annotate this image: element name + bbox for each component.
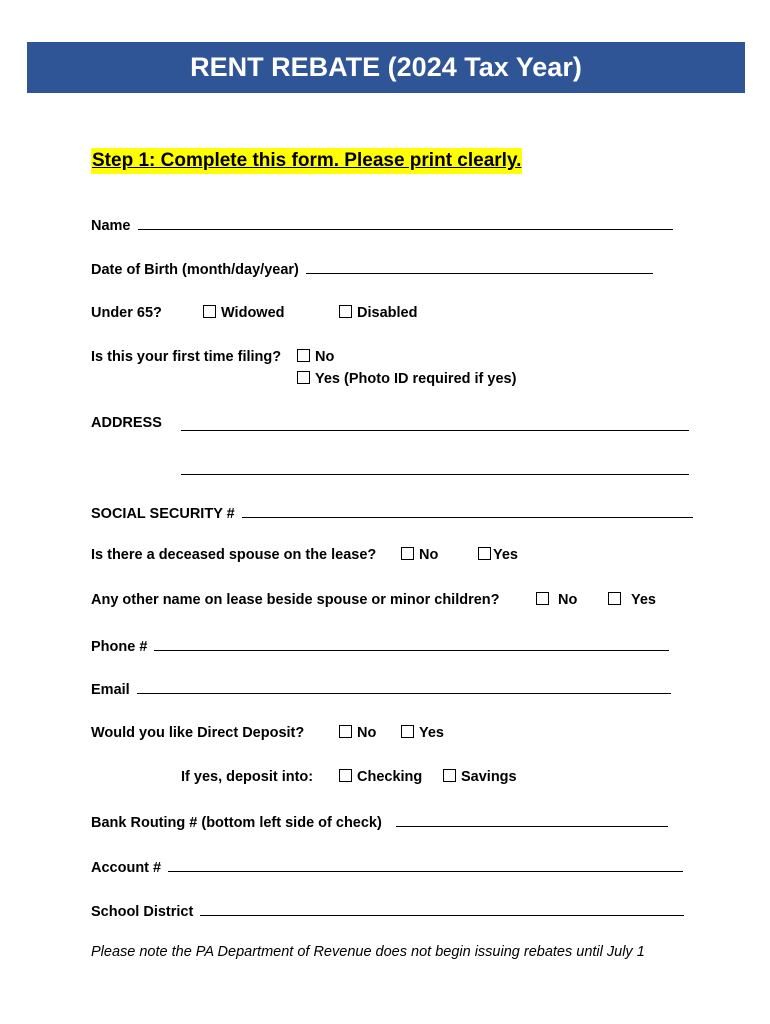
deposit-into-label: If yes, deposit into: xyxy=(181,769,314,785)
other-name-label: Any other name on lease beside spouse or minor children? xyxy=(91,592,500,608)
footer-note: Please note the PA Department of Revenue does not begin issuing rebates until July 1 xyxy=(91,944,645,960)
checking-label: Checking xyxy=(357,769,423,785)
account-row xyxy=(91,857,683,877)
direct-deposit-no-option[interactable] xyxy=(339,724,376,742)
other-name-no-checkbox[interactable] xyxy=(536,592,549,605)
first-time-yes-checkbox[interactable] xyxy=(297,371,310,384)
other-name-yes-checkbox[interactable] xyxy=(608,592,621,605)
phone-field[interactable] xyxy=(154,636,669,651)
address-label: ADDRESS xyxy=(91,415,162,431)
phone-row xyxy=(91,636,669,656)
direct-deposit-yes-option[interactable] xyxy=(401,724,444,742)
first-time-yes-label: Yes (Photo ID required if yes) xyxy=(315,371,517,387)
account-label: Account # xyxy=(91,860,162,876)
deceased-no-option[interactable] xyxy=(401,546,438,564)
ssn-field[interactable] xyxy=(242,503,693,518)
disabled-label: Disabled xyxy=(357,305,418,321)
widowed-option[interactable] xyxy=(203,304,285,322)
ssn-label: SOCIAL SECURITY # xyxy=(91,506,235,522)
step1-heading: Step 1: Complete this form. Please print clearly. xyxy=(91,148,522,174)
first-time-yes-option[interactable] xyxy=(297,370,516,388)
account-field[interactable] xyxy=(168,857,683,872)
email-row xyxy=(91,679,671,699)
form-title: RENT REBATE (2024 Tax Year) xyxy=(190,52,582,82)
checking-option[interactable] xyxy=(339,768,422,786)
savings-option[interactable] xyxy=(443,768,517,786)
direct-deposit-yes-label: Yes xyxy=(419,725,444,741)
direct-deposit-label: Would you like Direct Deposit? xyxy=(91,725,305,741)
disabled-checkbox[interactable] xyxy=(339,305,352,318)
savings-label: Savings xyxy=(461,769,517,785)
deceased-yes-label: Yes xyxy=(493,547,518,563)
deceased-label: Is there a deceased spouse on the lease? xyxy=(91,547,377,563)
name-row xyxy=(91,215,673,235)
school-row xyxy=(91,901,684,921)
school-label: School District xyxy=(91,904,194,920)
direct-deposit-no-label: No xyxy=(357,725,377,741)
routing-row xyxy=(91,812,668,832)
dob-field[interactable] xyxy=(306,259,653,274)
deceased-yes-checkbox[interactable] xyxy=(478,547,491,560)
routing-field[interactable] xyxy=(396,812,668,827)
savings-checkbox[interactable] xyxy=(443,769,456,782)
email-field[interactable] xyxy=(137,679,671,694)
widowed-label: Widowed xyxy=(221,305,285,321)
address-line-1[interactable] xyxy=(181,416,689,431)
dob-row xyxy=(91,259,653,279)
name-field[interactable] xyxy=(138,215,673,230)
deceased-yes-option[interactable] xyxy=(478,546,518,564)
direct-deposit-no-checkbox[interactable] xyxy=(339,725,352,738)
other-name-no-label: No xyxy=(558,592,578,608)
first-time-no-label: No xyxy=(315,349,335,365)
deceased-no-label: No xyxy=(419,547,439,563)
address-line-2[interactable] xyxy=(181,460,689,475)
email-label: Email xyxy=(91,682,130,698)
ssn-row xyxy=(91,503,693,523)
other-name-yes-option[interactable] xyxy=(608,591,656,609)
deceased-no-checkbox[interactable] xyxy=(401,547,414,560)
first-time-no-option[interactable] xyxy=(297,348,334,366)
phone-label: Phone # xyxy=(91,639,148,655)
first-time-label: Is this your first time filing? xyxy=(91,349,282,365)
form-title-banner xyxy=(27,42,745,93)
widowed-checkbox[interactable] xyxy=(203,305,216,318)
disabled-option[interactable] xyxy=(339,304,417,322)
dob-label: Date of Birth (month/day/year) xyxy=(91,262,299,278)
other-name-no-option[interactable] xyxy=(536,591,577,609)
checking-checkbox[interactable] xyxy=(339,769,352,782)
other-name-yes-label: Yes xyxy=(631,592,656,608)
school-field[interactable] xyxy=(200,901,684,916)
name-label: Name xyxy=(91,218,131,234)
routing-label: Bank Routing # (bottom left side of check) xyxy=(91,815,382,831)
under65-label: Under 65? xyxy=(91,305,162,321)
first-time-no-checkbox[interactable] xyxy=(297,349,310,362)
direct-deposit-yes-checkbox[interactable] xyxy=(401,725,414,738)
